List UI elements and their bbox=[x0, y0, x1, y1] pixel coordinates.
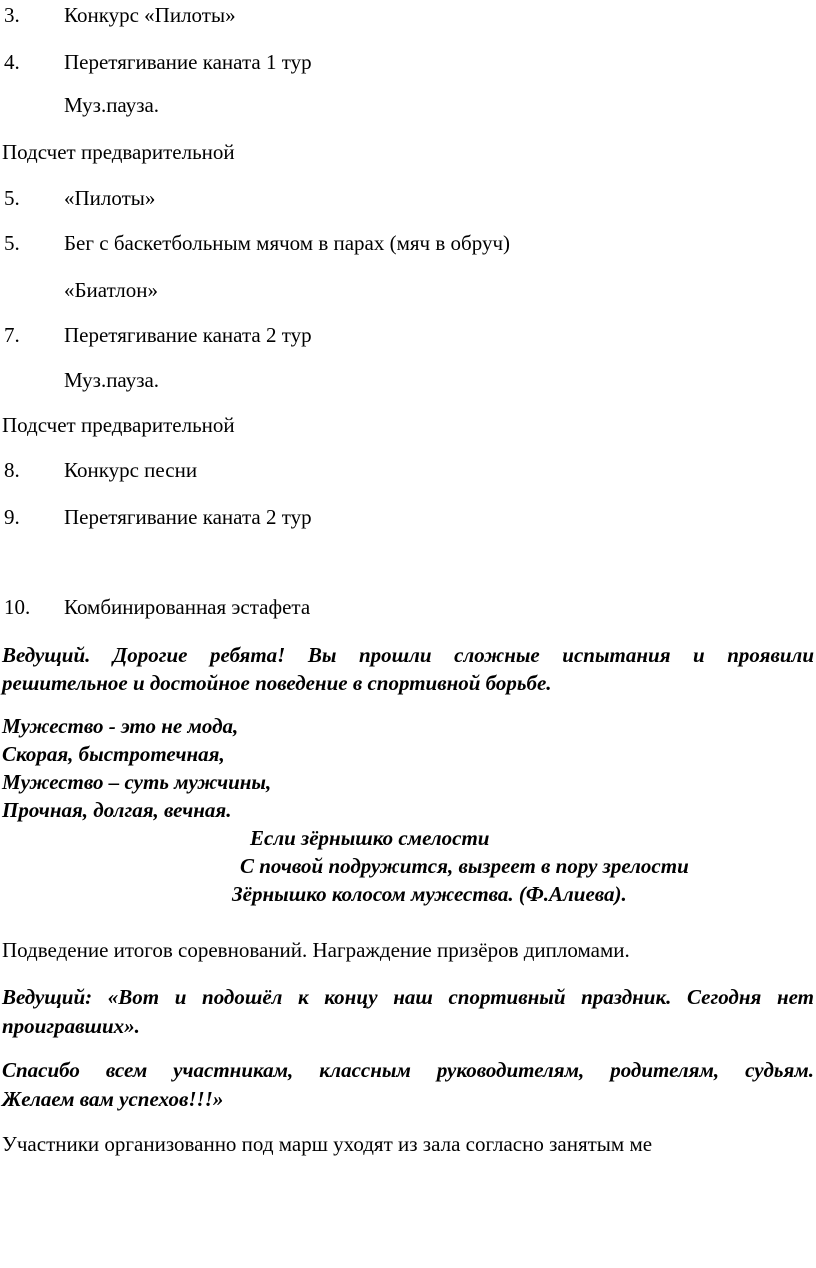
paragraph: Подсчет предварительной bbox=[2, 140, 235, 164]
closing-paragraph: Участники организованно под марш уходят из зала согласно занятым ме bbox=[2, 1132, 653, 1156]
paragraph: Подсчет предварительной bbox=[2, 413, 235, 437]
results-paragraph: Подведение итогов соревнований. Награждение призёров дипломами. bbox=[2, 938, 630, 962]
